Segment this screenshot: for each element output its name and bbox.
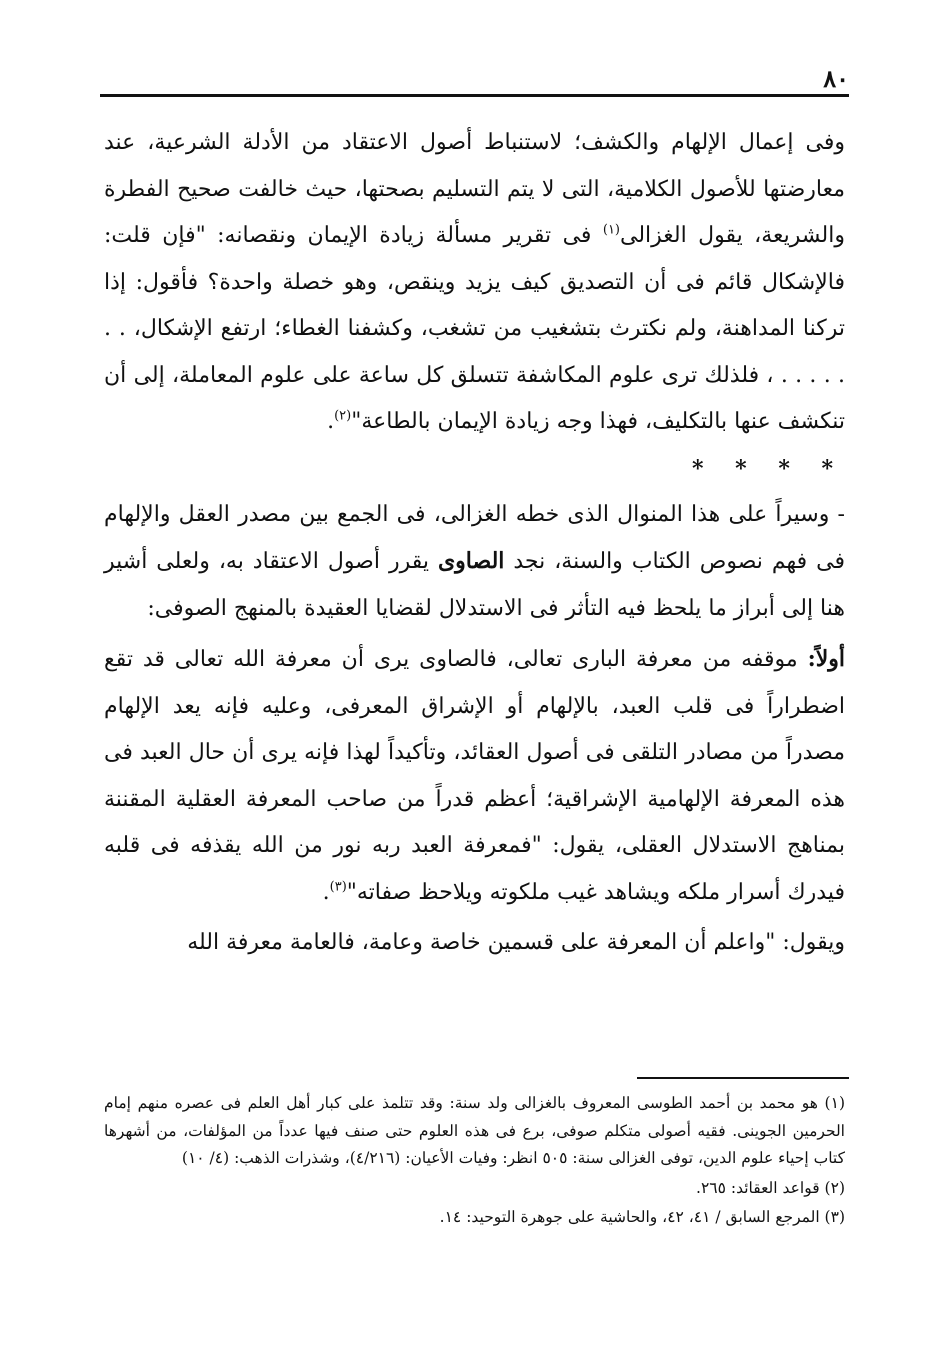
section-separator: * * * *	[692, 455, 845, 482]
paragraph-1	[104, 120, 845, 446]
page-number: ٨٠	[823, 64, 849, 93]
footnote-ref-2: (٢)	[334, 408, 352, 424]
footnote-rule	[637, 1077, 849, 1079]
footnotes	[104, 1090, 845, 1234]
paragraph-3	[104, 636, 845, 916]
paragraph-1-text: وفى إعمال الإلهام والكشف؛ لاستنباط أصول الاعتقاد من الأدلة الشرعية، عند معارضتها للأصول الكلامية، التى لا يتم التسليم بصحتها، حيث خالفت صحيح الفطرة والشريعة، يقول الغزالى	[104, 130, 845, 248]
paragraph-2-continuation: يقرر أصول الاعتقاد به، ولعلى أشير هنا إلى أبراز ما يلحظ فيه التأثر فى الاستدلال لقضايا العقيدة بالمنهج الصوفى:	[104, 549, 845, 621]
paragraph-3-end: .	[322, 879, 330, 905]
paragraph-4: ويقول: "واعلم أن المعرفة على قسمين خاصة وعامة، فالعامة معرفة الله	[187, 930, 845, 955]
footnote-1: (١) هو محمد بن أحمد الطوسى المعروف بالغزالى ولد سنة: وقد تتلمذ على كبار أهل العلم فى عصره منهم إمام الحرمين الجوينى. فقيه أصولى متكلم صوفى، برع فى هذه العلوم حتى صنف فيها عدداً من المؤلفات، من أشهرها كتاب إحياء علوم الدين، توفى الغزالى سنة: ٥٠٥ انظر: وفيات الأعيان: (٤/٢١٦)، وشذرات الذهب: (٤/ ١٠)	[104, 1094, 845, 1167]
paragraph-1-end: .	[327, 409, 335, 434]
footnote-3: (٣) المرجع السابق / ٤١، ٤٢، والحاشية على جوهرة التوحيد: ١٤.	[439, 1208, 845, 1226]
main-text	[104, 120, 845, 967]
paragraph-3-heading: أولاً:	[807, 646, 845, 672]
footnote-2: (٢) قواعد العقائد: ٢٦٥.	[696, 1178, 845, 1197]
footnote-ref-1: (١)	[602, 222, 620, 238]
paragraph-2	[104, 492, 845, 633]
footnote-ref-3: (٣)	[329, 879, 347, 895]
paragraph-3-text: موقفه من معرفة البارى تعالى، فالصاوى يرى أن معرفة الله تعالى قد تقع اضطراراً فى قلب العبد، بالإلهام أو الإشراق المعرفى، وعليه فإنه يعد الإلهام مصدراً من مصادر التلقى فى أصول العقائد، وتأكيداً لهذا فإنه يرى أن حال العبد فى هذه المعرفة الإلهامية الإشراقية؛ أعظم قدراً من صاحب المعرفة العقلية المقننة بمناهج الاستدلال العقلى، يقول: "فمعرفة العبد ربه نور من الله يقذفه فى قلبه فيدرك أسرار ملكه ويشاهد غيب ملكوته ويلاحظ صفاته"	[104, 647, 845, 905]
paragraph-2-name: الصاوى	[437, 548, 505, 574]
header-rule	[100, 94, 849, 97]
paragraph-1-continuation: فى تقرير مسألة زيادة الإيمان ونقصانه: "فإن قلت: فالإشكال قائم فى أن التصديق كيف يزيد وينقص، وهو خصلة واحدة؟ فأقول: إذا تركنا المداهنة، ولم نكترث بتشغيب من تشغب، وكشفنا الغطاء؛ ارتفع الإشكال، . . . . . . . ، فلذلك ترى علوم المكاشفة تتسلق كل ساعة على علوم المعاملة، إلى أن تنكشف عنها بالتكليف، فهذا وجه زيادة الإيمان بالطاعة"	[104, 223, 845, 434]
paragraph-2-text: - وسيراً على هذا المنوال الذى خطه الغزالى، فى الجمع بين مصدر العقل والإلهام فى فهم نصوص الكتاب والسنة، نجد	[104, 501, 846, 574]
